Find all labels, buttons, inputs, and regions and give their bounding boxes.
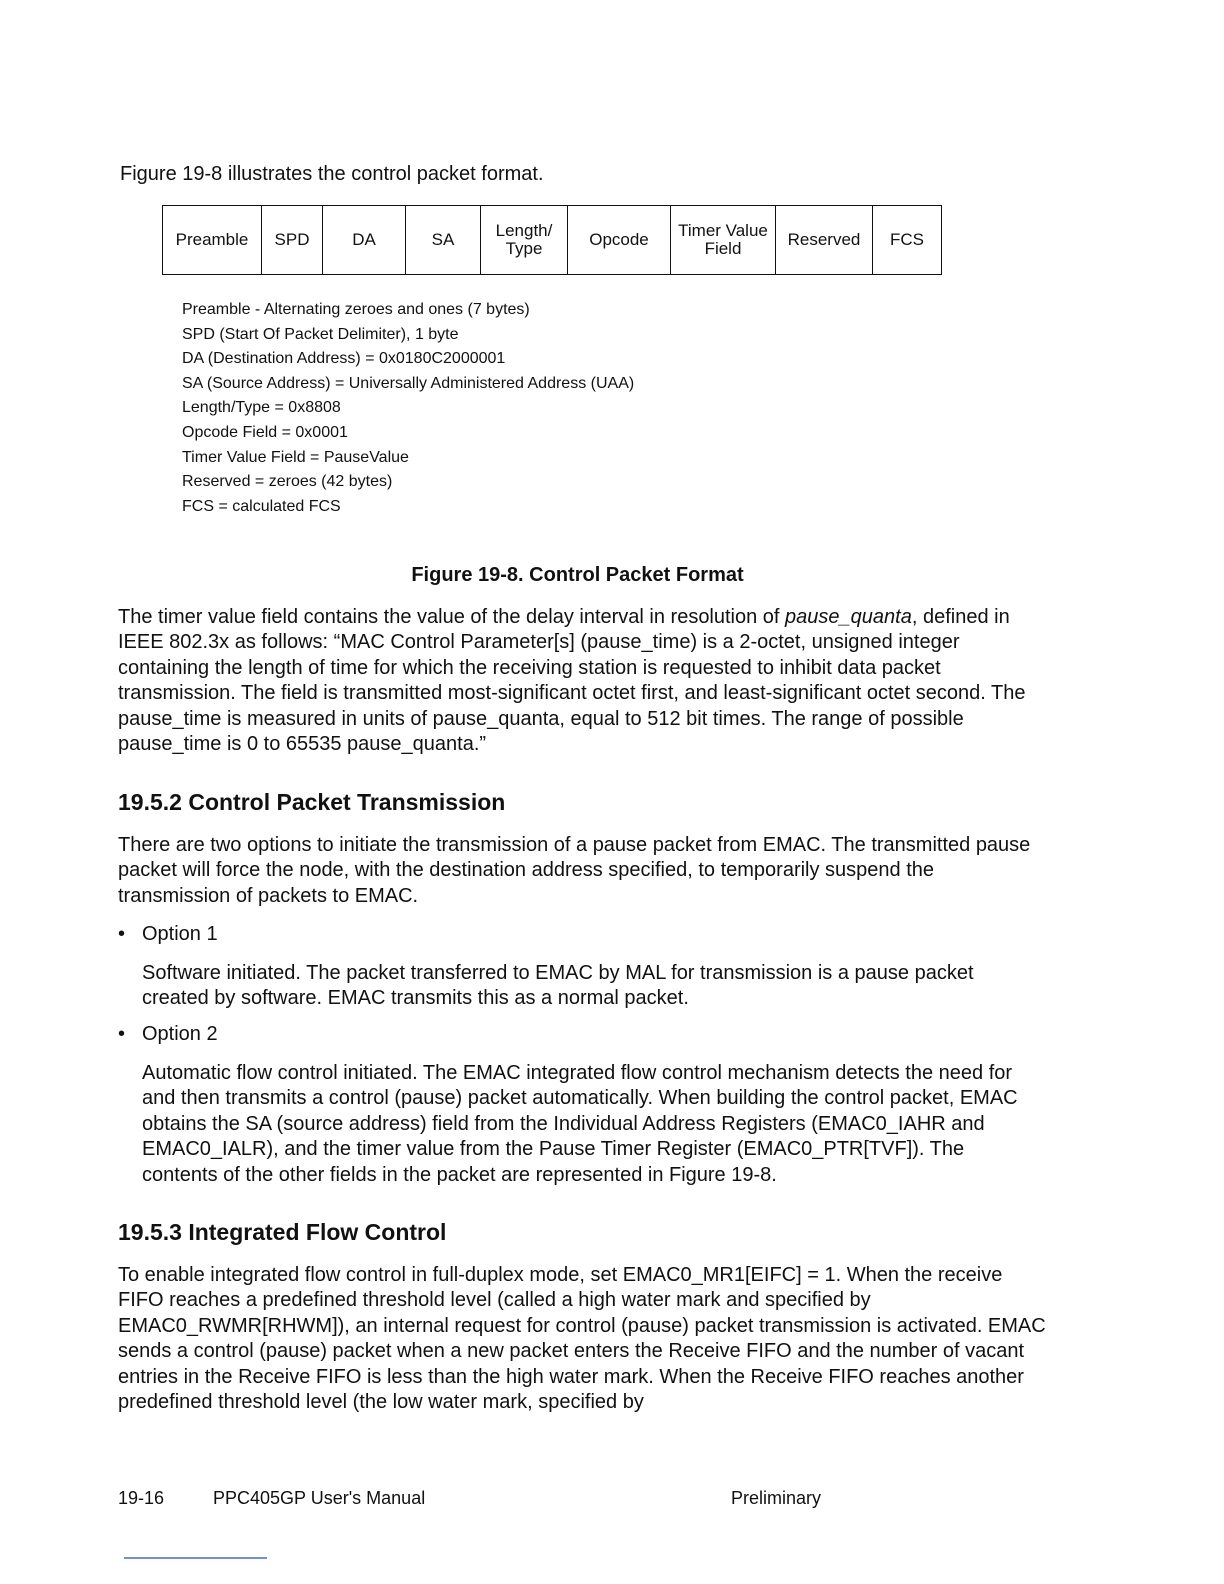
para1-italic-term: pause_quanta: [785, 606, 912, 628]
legend-line: FCS = calculated FCS: [182, 497, 341, 515]
para1-text-start: The timer value field contains the value of the delay interval in resolution of: [118, 606, 786, 628]
section-1-paragraph: There are two options to initiate the transmission of a pause packet from EMAC. The transmitted pause packet will force the node, with the destination address specified, to temporarily suspend the transmission of packets to EMAC.: [118, 834, 1031, 907]
legend-line: Timer Value Field = PauseValue: [182, 448, 409, 466]
legend-line: SPD (Start Of Packet Delimiter), 1 byte: [182, 325, 459, 343]
option-2-bullet: [118, 1023, 218, 1046]
legend-line: Opcode Field = 0x0001: [182, 423, 348, 441]
option-1-bullet: [118, 923, 218, 946]
figure-caption: Figure 19-8. Control Packet Format: [411, 564, 744, 586]
packet-field-spd: SPD: [262, 206, 323, 275]
footer-manual-title: PPC405GP User's Manual: [213, 1488, 426, 1508]
packet-field-length-type: Length/ Type: [481, 206, 568, 275]
footer-status: Preliminary: [731, 1488, 822, 1508]
packet-field-preamble: Preamble: [163, 206, 262, 275]
packet-field-sa: SA: [406, 206, 481, 275]
legend-line: Length/Type = 0x8808: [182, 399, 341, 417]
packet-field-timer-value: Timer Value Field: [671, 206, 776, 275]
packet-field-legend: [182, 298, 634, 519]
legend-line: SA (Source Address) = Universally Administered Address (UAA): [182, 374, 635, 392]
para1-text-end: , defined in IEEE 802.3x as follows: “MAC Control Parameter[s] (pause_time) is a 2-octet, unsigned integer containing the length of time for which the receiving station is requested to inhibit data packet transmission. The field is transmitted most-significant octet first, and least-significant octet second. The pause_time is measured in units of pause_quanta, equal to 512 bit times. The range of possible pause_time is 0 to 65535 pause_quanta.”: [118, 606, 1026, 756]
intro-sentence: Figure 19-8 illustrates the control packet format.: [120, 163, 544, 185]
option-2-label: Option 2: [142, 1023, 218, 1045]
option-1-description: Software initiated. The packet transferred to EMAC by MAL for transmission is a pause packet created by software. EMAC transmits this as a normal packet.: [142, 962, 974, 1010]
packet-field-opcode: Opcode: [568, 206, 671, 275]
bullet-dot: •: [118, 923, 126, 945]
legend-line: DA (Destination Address) = 0x0180C2000001: [182, 350, 506, 368]
legend-line: Reserved = zeroes (42 bytes): [182, 473, 393, 491]
section-heading-control-packet-transmission: 19.5.2 Control Packet Transmission: [118, 789, 506, 815]
legend-line: Preamble - Alternating zeroes and ones (7 bytes): [182, 301, 530, 318]
section-2-paragraph: To enable integrated flow control in full-duplex mode, set EMAC0_MR1[EIFC] = 1. When the receive FIFO reaches a predefined threshold level (called a high water mark and specified by EMAC0_RWMR[RHWM]), an internal request for control (pause) packet transmission is activated. EMAC sends a control (pause) packet when a new packet enters the Receive FIFO and the number of vacant entries in the Receive FIFO is less than the high water mark. When the Receive FIFO reaches another predefined threshold level (the low water mark, specified by: [118, 1264, 1046, 1414]
packet-field-reserved: Reserved: [776, 206, 873, 275]
bullet-dot: •: [118, 1023, 126, 1045]
timer-value-paragraph: [118, 605, 1048, 757]
section-heading-integrated-flow-control: 19.5.3 Integrated Flow Control: [118, 1219, 447, 1245]
packet-field-da: DA: [323, 206, 406, 275]
packet-format-diagram: [162, 205, 942, 275]
packet-field-fcs: FCS: [873, 206, 942, 275]
footer-page-number: 19-16: [118, 1488, 165, 1508]
scan-underline-mark: [124, 1557, 267, 1559]
option-2-description: Automatic flow control initiated. The EMAC integrated flow control mechanism detects the need for and then transmits a control (pause) packet automatically. When building the control packet, EMAC obtains the SA (source address) field from the Individual Address Registers (EMAC0_IAHR and EMAC0_IALR), and the timer value from the Pause Timer Register (EMAC0_PTR[TVF]). The contents of the other fields in the packet are represented in Figure 19-8.: [142, 1062, 1018, 1186]
option-1-label: Option 1: [142, 923, 218, 945]
